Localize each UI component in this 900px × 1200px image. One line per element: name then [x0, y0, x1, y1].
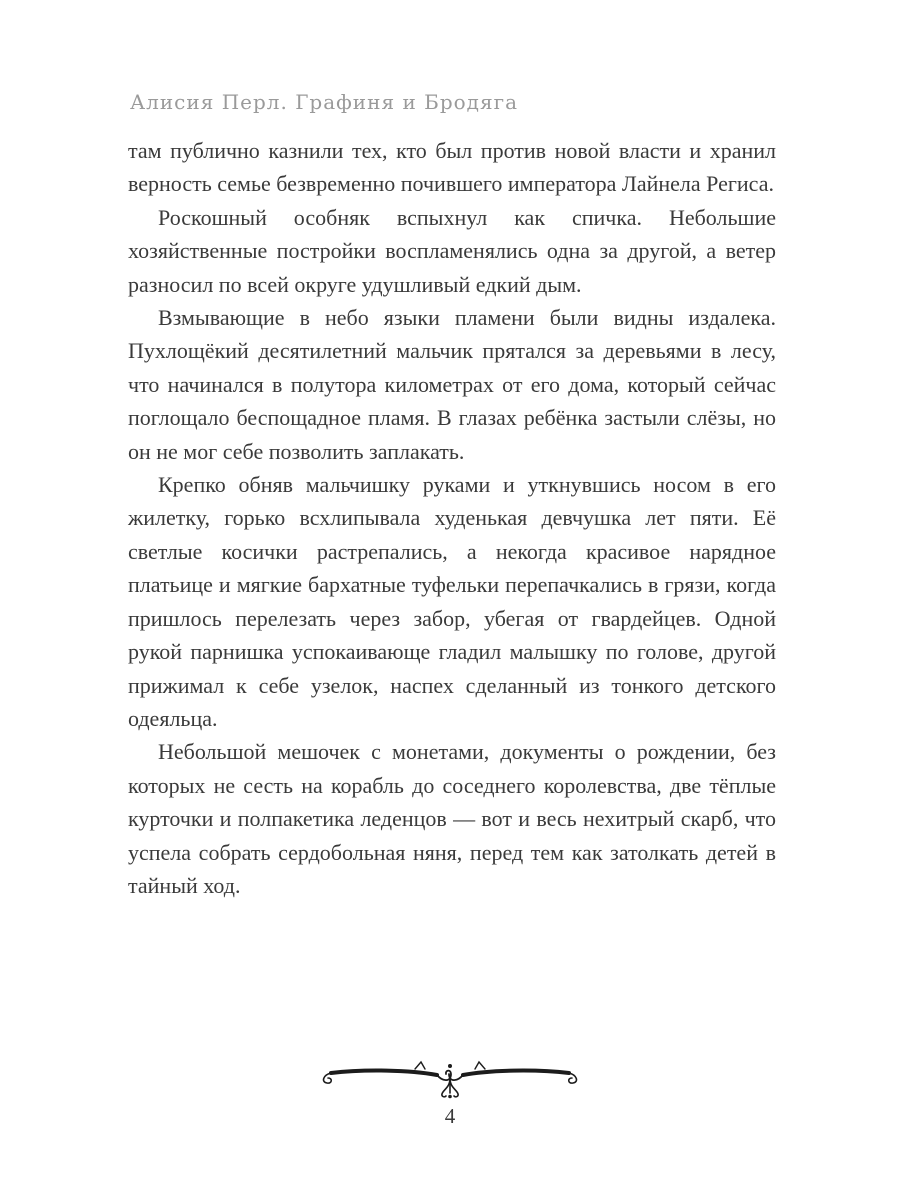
- paragraph: там публично казнили тех, кто был против новой власти и хранил верность семье безвременно почившего императора Лайнела Региса.: [128, 138, 776, 197]
- flourish-divider-icon: [0, 1060, 900, 1100]
- paragraph: Взмывающие в небо языки пламени были видны издалека. Пухлощёкий десятилетний мальчик прятался за деревьями в лесу, что начинался в полутора километрах от его дома, который сейчас поглощало беспощадное пламя. В глазах ребёнка застыли слёзы, но он не мог себе позволить заплакать.: [128, 305, 776, 464]
- paragraph: Небольшой мешочек с монетами, документы о рождении, без которых не сесть на корабль до соседнего королевства, две тёплые курточки и полпакетика леденцов — вот и весь нехитрый скарб, что успела собрать сердобольная няня, перед тем как затолкать детей в тайный ход.: [128, 739, 776, 898]
- page-footer: [0, 1060, 900, 1129]
- paragraph: Крепко обняв мальчишку руками и уткнувшись носом в его жилетку, горько всхлипывала худенькая девчушка лет пяти. Её светлые косички растрепались, а некогда красивое нарядное платьице и мягкие бархатные туфельки перепачкались в грязи, когда пришлось перелезать через забор, убегая от гвардейцев. Одной рукой парнишка успокаивающе гладил малышку по голове, другой прижимал к себе узелок, наспех сделанный из тонкого детского одеяльца.: [128, 472, 776, 731]
- body-text: [128, 134, 776, 902]
- page-number: 4: [444, 1104, 456, 1128]
- running-header: Алисия Перл. Графиня и Бродяга: [130, 90, 519, 114]
- paragraph: Роскошный особняк вспыхнул как спичка. Небольшие хозяйственные постройки воспламенялись одна за другой, а ветер разносил по всей округе удушливый едкий дым.: [128, 204, 776, 297]
